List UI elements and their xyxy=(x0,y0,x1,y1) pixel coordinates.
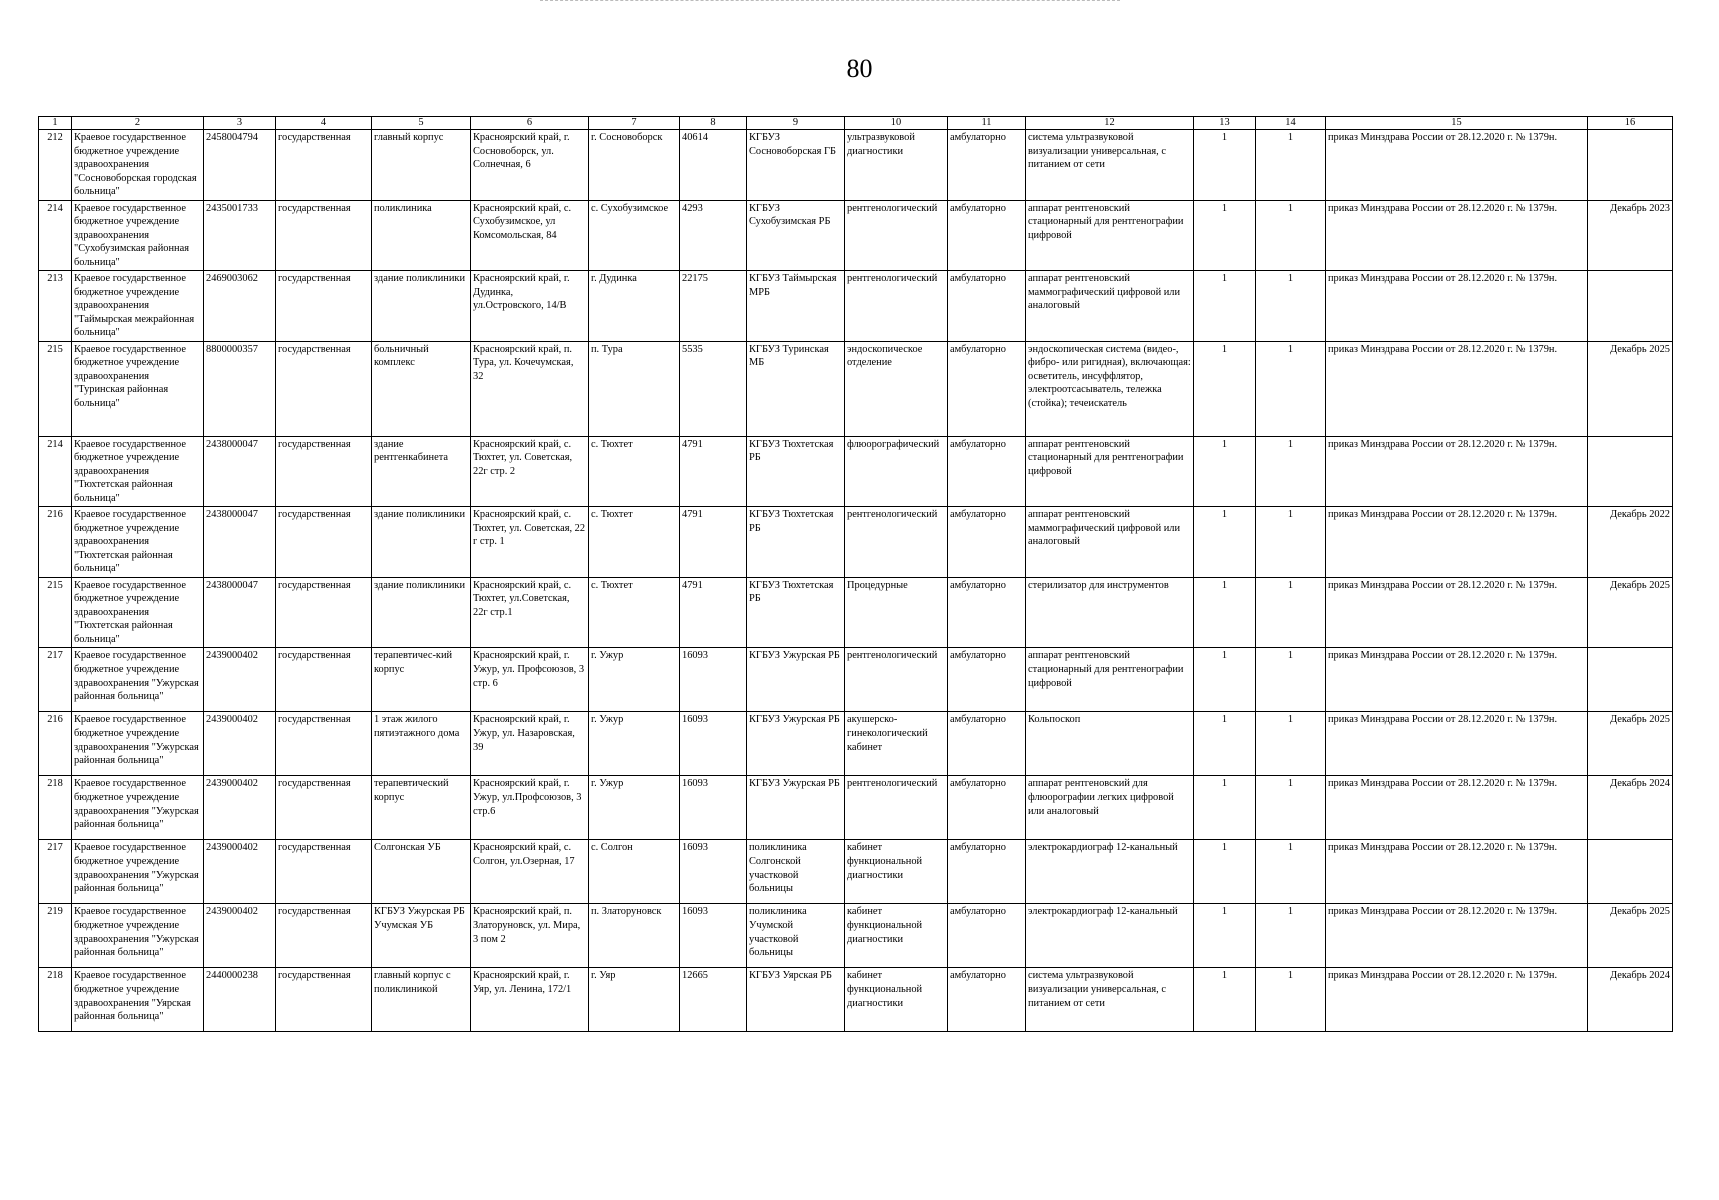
address: Красноярский край, г. Дудинка, ул.Островского, 14/В xyxy=(471,271,589,342)
population: 16093 xyxy=(680,712,747,776)
settlement: г. Уяр xyxy=(589,968,680,1032)
settlement: п. Златоруновск xyxy=(589,904,680,968)
quantity-required: 1 xyxy=(1194,200,1256,271)
table-row xyxy=(39,648,1673,712)
quantity-planned: 1 xyxy=(1256,968,1326,1032)
equipment: электрокардиограф 12-канальный xyxy=(1026,840,1194,904)
institution-name: Краевое государственное бюджетное учреждение здравоохранения "Ужурская районная больница" xyxy=(72,712,204,776)
care-conditions: амбулаторно xyxy=(948,648,1026,712)
equipment-table xyxy=(38,116,1673,1032)
building: главный корпус xyxy=(372,130,471,201)
department: кабинет функциональной диагностики xyxy=(845,904,948,968)
care-conditions: амбулаторно xyxy=(948,507,1026,578)
legal-basis: приказ Минздрава России от 28.12.2020 г. № 1379н. xyxy=(1326,200,1588,271)
department: рентгенологический xyxy=(845,648,948,712)
settlement: г. Ужур xyxy=(589,776,680,840)
institution-name: Краевое государственное бюджетное учреждение здравоохранения "Ужурская районная больница" xyxy=(72,648,204,712)
department: флюорографический xyxy=(845,436,948,507)
settlement: г. Ужур xyxy=(589,712,680,776)
legal-basis: приказ Минздрава России от 28.12.2020 г. № 1379н. xyxy=(1326,776,1588,840)
care-conditions: амбулаторно xyxy=(948,200,1026,271)
deadline: Декабрь 2025 xyxy=(1588,904,1673,968)
institution-name: Краевое государственное бюджетное учреждение здравоохранения "Ужурская районная больница" xyxy=(72,840,204,904)
building: здание поликлиники xyxy=(372,507,471,578)
care-conditions: амбулаторно xyxy=(948,271,1026,342)
table-row xyxy=(39,712,1673,776)
subdivision: КГБУЗ Туринская МБ xyxy=(747,341,845,436)
deadline xyxy=(1588,130,1673,201)
table-row xyxy=(39,904,1673,968)
table-row xyxy=(39,507,1673,578)
subdivision: КГБУЗ Ужурская РБ xyxy=(747,648,845,712)
quantity-required: 1 xyxy=(1194,507,1256,578)
inn: 2435001733 xyxy=(204,200,276,271)
subdivision: КГБУЗ Уярская РБ xyxy=(747,968,845,1032)
inn: 2438000047 xyxy=(204,436,276,507)
legal-basis: приказ Минздрава России от 28.12.2020 г. № 1379н. xyxy=(1326,577,1588,648)
ownership-form: государственная xyxy=(276,712,372,776)
inn: 2439000402 xyxy=(204,776,276,840)
column-header: 11 xyxy=(948,117,1026,130)
row-number: 219 xyxy=(39,904,72,968)
settlement: с. Тюхтет xyxy=(589,577,680,648)
quantity-planned: 1 xyxy=(1256,507,1326,578)
department: рентгенологический xyxy=(845,507,948,578)
department: рентгенологический xyxy=(845,776,948,840)
legal-basis: приказ Минздрава России от 28.12.2020 г. № 1379н. xyxy=(1326,341,1588,436)
quantity-required: 1 xyxy=(1194,648,1256,712)
deadline xyxy=(1588,271,1673,342)
row-number: 216 xyxy=(39,712,72,776)
deadline: Декабрь 2025 xyxy=(1588,341,1673,436)
address: Красноярский край, с. Сухобузимское, ул Комсомольская, 84 xyxy=(471,200,589,271)
address: Красноярский край, г. Сосновоборск, ул. Солнечная, 6 xyxy=(471,130,589,201)
row-number: 216 xyxy=(39,507,72,578)
deadline xyxy=(1588,648,1673,712)
inn: 2439000402 xyxy=(204,904,276,968)
inn: 2469003062 xyxy=(204,271,276,342)
inn: 2458004794 xyxy=(204,130,276,201)
quantity-required: 1 xyxy=(1194,577,1256,648)
legal-basis: приказ Минздрава России от 28.12.2020 г. № 1379н. xyxy=(1326,130,1588,201)
row-number: 215 xyxy=(39,577,72,648)
equipment: система ультразвуковой визуализации универсальная, с питанием от сети xyxy=(1026,130,1194,201)
table-row xyxy=(39,271,1673,342)
institution-name: Краевое государственное бюджетное учреждение здравоохранения "Тюхтетская районная больница" xyxy=(72,507,204,578)
row-number: 215 xyxy=(39,341,72,436)
legal-basis: приказ Минздрава России от 28.12.2020 г. № 1379н. xyxy=(1326,436,1588,507)
equipment: аппарат рентгеновский для флюорографии легких цифровой или аналоговый xyxy=(1026,776,1194,840)
population: 16093 xyxy=(680,904,747,968)
department: рентгенологический xyxy=(845,271,948,342)
subdivision: КГБУЗ Ужурская РБ xyxy=(747,712,845,776)
quantity-required: 1 xyxy=(1194,271,1256,342)
settlement: г. Сосновоборск xyxy=(589,130,680,201)
inn: 2438000047 xyxy=(204,577,276,648)
building: Солгонская УБ xyxy=(372,840,471,904)
institution-name: Краевое государственное бюджетное учреждение здравоохранения "Ужурская районная больница" xyxy=(72,776,204,840)
care-conditions: амбулаторно xyxy=(948,577,1026,648)
department: кабинет функциональной диагностики xyxy=(845,968,948,1032)
column-header: 9 xyxy=(747,117,845,130)
equipment: система ультразвуковой визуализации универсальная, с питанием от сети xyxy=(1026,968,1194,1032)
equipment: аппарат рентгеновский стационарный для рентгенографии цифровой xyxy=(1026,436,1194,507)
deadline xyxy=(1588,840,1673,904)
column-header: 13 xyxy=(1194,117,1256,130)
building: главный корпус с поликлиникой xyxy=(372,968,471,1032)
population: 16093 xyxy=(680,776,747,840)
population: 4791 xyxy=(680,436,747,507)
subdivision: КГБУЗ Тюхтетская РБ xyxy=(747,577,845,648)
page-number: 80 xyxy=(846,54,873,83)
subdivision: поликлиника Солгонской участковой больницы xyxy=(747,840,845,904)
ownership-form: государственная xyxy=(276,271,372,342)
address: Красноярский край, г. Уяр, ул. Ленина, 172/1 xyxy=(471,968,589,1032)
quantity-planned: 1 xyxy=(1256,271,1326,342)
column-header: 3 xyxy=(204,117,276,130)
building: поликлиника xyxy=(372,200,471,271)
deadline: Декабрь 2025 xyxy=(1588,577,1673,648)
legal-basis: приказ Минздрава России от 28.12.2020 г. № 1379н. xyxy=(1326,712,1588,776)
quantity-required: 1 xyxy=(1194,712,1256,776)
subdivision: КГБУЗ Сосновоборская ГБ xyxy=(747,130,845,201)
table-row xyxy=(39,968,1673,1032)
building: здание поликлиники xyxy=(372,271,471,342)
institution-name: Краевое государственное бюджетное учреждение здравоохранения "Ужурская районная больница" xyxy=(72,904,204,968)
ownership-form: государственная xyxy=(276,968,372,1032)
ownership-form: государственная xyxy=(276,130,372,201)
column-header: 6 xyxy=(471,117,589,130)
legal-basis: приказ Минздрава России от 28.12.2020 г. № 1379н. xyxy=(1326,968,1588,1032)
address: Красноярский край, с. Тюхтет, ул. Советская, 22 г стр. 1 xyxy=(471,507,589,578)
equipment: аппарат рентгеновский маммографический цифровой или аналоговый xyxy=(1026,507,1194,578)
column-header: 8 xyxy=(680,117,747,130)
population: 4791 xyxy=(680,507,747,578)
quantity-planned: 1 xyxy=(1256,712,1326,776)
quantity-required: 1 xyxy=(1194,776,1256,840)
table-row xyxy=(39,130,1673,201)
row-number: 213 xyxy=(39,271,72,342)
address: Красноярский край, с. Тюхтет, ул. Советская, 22г стр. 2 xyxy=(471,436,589,507)
table-row xyxy=(39,436,1673,507)
subdivision: КГБУЗ Сухобузимская РБ xyxy=(747,200,845,271)
quantity-planned: 1 xyxy=(1256,341,1326,436)
table-row xyxy=(39,840,1673,904)
address: Красноярский край, г. Ужур, ул. Назаровская, 39 xyxy=(471,712,589,776)
subdivision: поликлиника Учумской участковой больницы xyxy=(747,904,845,968)
population: 4293 xyxy=(680,200,747,271)
address: Красноярский край, п. Тура, ул. Кочечумская, 32 xyxy=(471,341,589,436)
row-number: 214 xyxy=(39,436,72,507)
table-row xyxy=(39,776,1673,840)
quantity-planned: 1 xyxy=(1256,840,1326,904)
quantity-planned: 1 xyxy=(1256,130,1326,201)
building: 1 этаж жилого пятиэтажного дома xyxy=(372,712,471,776)
deadline: Декабрь 2025 xyxy=(1588,712,1673,776)
column-header: 5 xyxy=(372,117,471,130)
care-conditions: амбулаторно xyxy=(948,712,1026,776)
quantity-required: 1 xyxy=(1194,341,1256,436)
equipment: аппарат рентгеновский стационарный для рентгенографии цифровой xyxy=(1026,648,1194,712)
column-header: 2 xyxy=(72,117,204,130)
settlement: г. Дудинка xyxy=(589,271,680,342)
equipment: стерилизатор для инструментов xyxy=(1026,577,1194,648)
row-number: 212 xyxy=(39,130,72,201)
deadline xyxy=(1588,436,1673,507)
quantity-planned: 1 xyxy=(1256,776,1326,840)
settlement: с. Солгон xyxy=(589,840,680,904)
address: Красноярский край, п. Златоруновск, ул. Мира, 3 пом 2 xyxy=(471,904,589,968)
building: КГБУЗ Ужурская РБ Учумская УБ xyxy=(372,904,471,968)
scan-top-edge xyxy=(540,0,1120,1)
care-conditions: амбулаторно xyxy=(948,341,1026,436)
subdivision: КГБУЗ Ужурская РБ xyxy=(747,776,845,840)
care-conditions: амбулаторно xyxy=(948,436,1026,507)
institution-name: Краевое государственное бюджетное учреждение здравоохранения "Тюхтетская районная больница" xyxy=(72,436,204,507)
legal-basis: приказ Минздрава России от 28.12.2020 г. № 1379н. xyxy=(1326,648,1588,712)
ownership-form: государственная xyxy=(276,341,372,436)
quantity-planned: 1 xyxy=(1256,436,1326,507)
quantity-required: 1 xyxy=(1194,904,1256,968)
ownership-form: государственная xyxy=(276,200,372,271)
department: рентгенологический xyxy=(845,200,948,271)
subdivision: КГБУЗ Тюхтетская РБ xyxy=(747,507,845,578)
population: 16093 xyxy=(680,648,747,712)
population: 40614 xyxy=(680,130,747,201)
building: здание поликлиники xyxy=(372,577,471,648)
equipment: аппарат рентгеновский маммографический цифровой или аналоговый xyxy=(1026,271,1194,342)
row-number: 218 xyxy=(39,968,72,1032)
legal-basis: приказ Минздрава России от 28.12.2020 г. № 1379н. xyxy=(1326,507,1588,578)
settlement: с. Тюхтет xyxy=(589,507,680,578)
column-header: 14 xyxy=(1256,117,1326,130)
column-header: 16 xyxy=(1588,117,1673,130)
column-header: 15 xyxy=(1326,117,1588,130)
table-row xyxy=(39,200,1673,271)
institution-name: Краевое государственное бюджетное учреждение здравоохранения "Сосновоборская городская больница" xyxy=(72,130,204,201)
quantity-required: 1 xyxy=(1194,840,1256,904)
quantity-required: 1 xyxy=(1194,968,1256,1032)
table-row xyxy=(39,577,1673,648)
equipment: электрокардиограф 12-канальный xyxy=(1026,904,1194,968)
quantity-planned: 1 xyxy=(1256,648,1326,712)
row-number: 217 xyxy=(39,840,72,904)
institution-name: Краевое государственное бюджетное учреждение здравоохранения "Тюхтетская районная больница" xyxy=(72,577,204,648)
department: Процедурные xyxy=(845,577,948,648)
quantity-required: 1 xyxy=(1194,130,1256,201)
settlement: п. Тура xyxy=(589,341,680,436)
ownership-form: государственная xyxy=(276,776,372,840)
ownership-form: государственная xyxy=(276,648,372,712)
table-row xyxy=(39,341,1673,436)
column-number-row xyxy=(39,117,1673,130)
care-conditions: амбулаторно xyxy=(948,840,1026,904)
inn: 2439000402 xyxy=(204,712,276,776)
legal-basis: приказ Минздрава России от 28.12.2020 г. № 1379н. xyxy=(1326,840,1588,904)
quantity-planned: 1 xyxy=(1256,577,1326,648)
institution-name: Краевое государственное бюджетное учреждение здравоохранения "Таймырская межрайонная больница" xyxy=(72,271,204,342)
department: ультразвуковой диагностики xyxy=(845,130,948,201)
quantity-planned: 1 xyxy=(1256,904,1326,968)
deadline: Декабрь 2023 xyxy=(1588,200,1673,271)
care-conditions: амбулаторно xyxy=(948,130,1026,201)
row-number: 218 xyxy=(39,776,72,840)
population: 4791 xyxy=(680,577,747,648)
legal-basis: приказ Минздрава России от 28.12.2020 г. № 1379н. xyxy=(1326,271,1588,342)
subdivision: КГБУЗ Тюхтетская РБ xyxy=(747,436,845,507)
institution-name: Краевое государственное бюджетное учреждение здравоохранения "Уярская районная больница" xyxy=(72,968,204,1032)
quantity-required: 1 xyxy=(1194,436,1256,507)
equipment: аппарат рентгеновский стационарный для рентгенографии цифровой xyxy=(1026,200,1194,271)
ownership-form: государственная xyxy=(276,507,372,578)
deadline: Декабрь 2024 xyxy=(1588,776,1673,840)
care-conditions: амбулаторно xyxy=(948,904,1026,968)
column-header: 10 xyxy=(845,117,948,130)
ownership-form: государственная xyxy=(276,904,372,968)
address: Красноярский край, с. Тюхтет, ул.Советская, 22г стр.1 xyxy=(471,577,589,648)
address: Красноярский край, г. Ужур, ул. Профсоюзов, 3 стр. 6 xyxy=(471,648,589,712)
ownership-form: государственная xyxy=(276,577,372,648)
care-conditions: амбулаторно xyxy=(948,776,1026,840)
department: акушерско-гинекологический кабинет xyxy=(845,712,948,776)
settlement: с. Тюхтет xyxy=(589,436,680,507)
building: терапевтический корпус xyxy=(372,776,471,840)
care-conditions: амбулаторно xyxy=(948,968,1026,1032)
population: 5535 xyxy=(680,341,747,436)
column-header: 12 xyxy=(1026,117,1194,130)
institution-name: Краевое государственное бюджетное учреждение здравоохранения "Сухобузимская районная больница" xyxy=(72,200,204,271)
institution-name: Краевое государственное бюджетное учреждение здравоохранения "Туринская районная больница" xyxy=(72,341,204,436)
ownership-form: государственная xyxy=(276,436,372,507)
row-number: 214 xyxy=(39,200,72,271)
inn: 2438000047 xyxy=(204,507,276,578)
equipment: эндоскопическая система (видео-, фибро- или ригидная), включающая: осветитель, инсуффлятор, электроотсасыватель, тележка (стойка); течеискатель xyxy=(1026,341,1194,436)
deadline: Декабрь 2022 xyxy=(1588,507,1673,578)
inn: 2439000402 xyxy=(204,648,276,712)
inn: 2439000402 xyxy=(204,840,276,904)
subdivision: КГБУЗ Таймырская МРБ xyxy=(747,271,845,342)
population: 16093 xyxy=(680,840,747,904)
address: Красноярский край, с. Солгон, ул.Озерная, 17 xyxy=(471,840,589,904)
building: терапевтичес-кий корпус xyxy=(372,648,471,712)
legal-basis: приказ Минздрава России от 28.12.2020 г. № 1379н. xyxy=(1326,904,1588,968)
ownership-form: государственная xyxy=(276,840,372,904)
building: больничный комплекс xyxy=(372,341,471,436)
equipment: Кольпоскоп xyxy=(1026,712,1194,776)
inn: 2440000238 xyxy=(204,968,276,1032)
address: Красноярский край, г. Ужур, ул.Профсоюзов, 3 стр.6 xyxy=(471,776,589,840)
population: 12665 xyxy=(680,968,747,1032)
deadline: Декабрь 2024 xyxy=(1588,968,1673,1032)
department: кабинет функциональной диагностики xyxy=(845,840,948,904)
column-header: 1 xyxy=(39,117,72,130)
inn: 8800000357 xyxy=(204,341,276,436)
population: 22175 xyxy=(680,271,747,342)
settlement: с. Сухобузимское xyxy=(589,200,680,271)
department: эндоскопическое отделение xyxy=(845,341,948,436)
quantity-planned: 1 xyxy=(1256,200,1326,271)
column-header: 7 xyxy=(589,117,680,130)
building: здание рентгенкабинета xyxy=(372,436,471,507)
column-header: 4 xyxy=(276,117,372,130)
settlement: г. Ужур xyxy=(589,648,680,712)
row-number: 217 xyxy=(39,648,72,712)
